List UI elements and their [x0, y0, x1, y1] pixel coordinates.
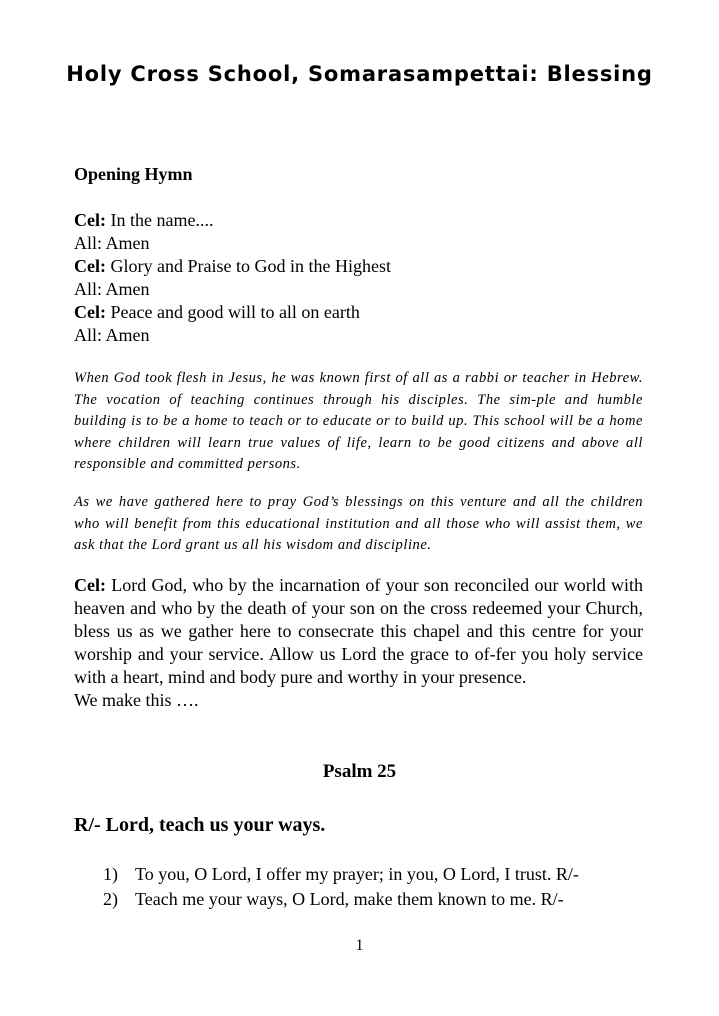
prayer-closing: We make this ….	[74, 690, 199, 710]
dialog-text: Peace and good will to all on earth	[105, 302, 360, 322]
prayer-text: Lord God, who by the incarnation of your son reconciled our world with heaven and who by the death of your son on the cross redeemed your Church, bless us as we gather here to consecrate this chapel and this centre for your worship and your service. Allow us Lord the grace to of-fer you holy service with a heart, mind and body pure and worthy in your presence.	[74, 575, 643, 687]
opening-hymn-heading: Opening Hymn	[74, 164, 193, 184]
dialog-text: In the name....	[105, 210, 214, 230]
dialog-text: All: Amen	[74, 233, 150, 253]
dialog-speaker: Cel:	[74, 256, 106, 276]
list-item	[103, 887, 579, 912]
psalm-response: R/- Lord, teach us your ways.	[74, 814, 326, 836]
psalm-heading: Psalm 25	[322, 761, 397, 782]
dialog-text: All: Amen	[74, 279, 150, 299]
intro-paragraph: As we have gathered here to pray God’s blessings on this venture and all the children who will benefit from this educational institution and all those who will assist them, we ask that the Lord grant us all his wisdom and discipline.	[74, 494, 643, 553]
prayer-speaker: Cel:	[74, 575, 106, 595]
intro-paragraph: When God took flesh in Jesus, he was known first of all as a rabbi or teacher in Hebrew. The vocation of teaching continues through his disciples. The sim-ple and humble building is to be a home to teach or to educate or to build up. This school will be a home where children will learn true values of life, learn to be good citizens and above all responsible and committed persons.	[74, 370, 643, 472]
verse-number: 2)	[103, 889, 118, 909]
dialog-text: Glory and Praise to God in the Highest	[105, 256, 391, 276]
dialog-line	[74, 255, 391, 278]
opening-prayer	[74, 574, 643, 712]
dialog-line	[74, 301, 391, 324]
dialog-line	[74, 278, 391, 301]
list-item	[103, 862, 579, 887]
dialog-line	[74, 324, 391, 347]
page-number: 1	[355, 937, 364, 954]
dialog-speaker: Cel:	[74, 210, 106, 230]
psalm-verses	[103, 862, 579, 912]
dialog-text: All: Amen	[74, 325, 150, 345]
verse-text: Teach me your ways, O Lord, make them known to me. R/-	[135, 889, 564, 909]
prayer-body	[74, 574, 643, 689]
page-title: Holy Cross School, Somarasampettai: Blessing	[66, 62, 653, 86]
dialog-line	[74, 232, 391, 255]
verse-text: To you, O Lord, I offer my prayer; in you, O Lord, I trust. R/-	[135, 864, 579, 884]
dialog-line	[74, 209, 391, 232]
verse-number: 1)	[103, 864, 118, 884]
opening-dialog	[74, 209, 391, 347]
dialog-speaker: Cel:	[74, 302, 106, 322]
